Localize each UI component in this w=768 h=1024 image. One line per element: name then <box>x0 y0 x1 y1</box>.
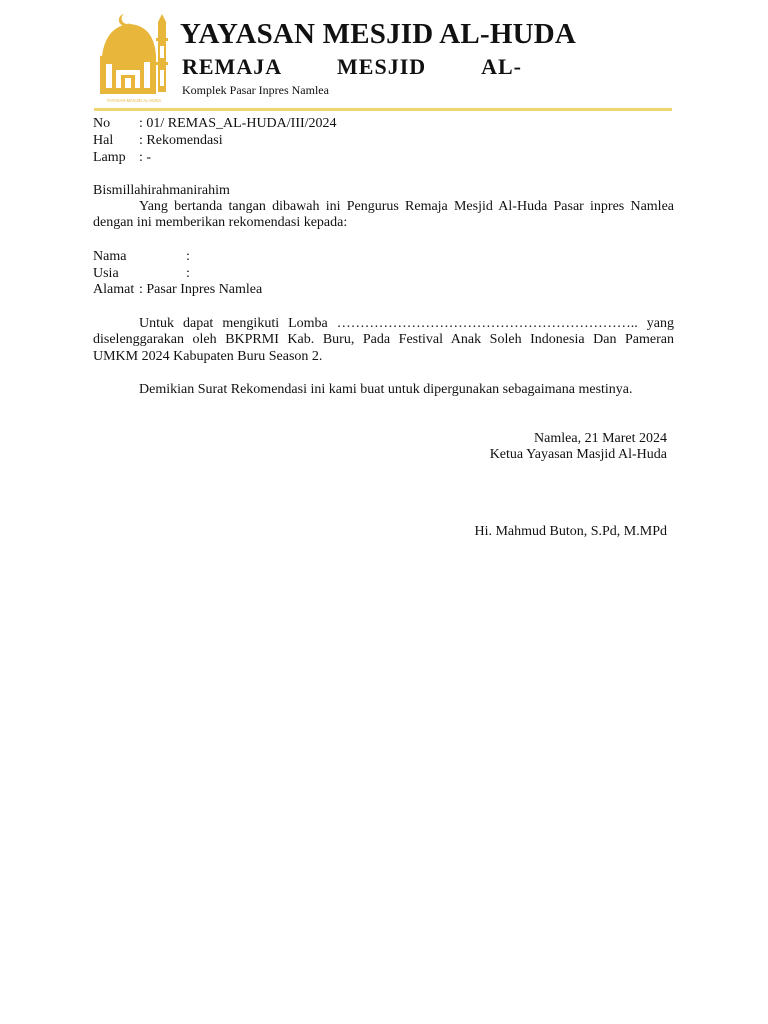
purpose-line: diselenggarakan oleh BKPRMI Kab. Buru, Pada Festival Anak Soleh Indonesia Dan Pameran <box>93 332 674 347</box>
letter-attachment: : - <box>139 150 152 165</box>
mosque-logo-icon <box>96 12 172 104</box>
letter-subject-row <box>93 133 223 150</box>
letter-number: : 01/ REMAS_AL-HUDA/III/2024 <box>139 116 337 131</box>
purpose-line: Untuk dapat mengikuti Lomba ……………………………………………………….. yang <box>139 316 674 331</box>
recipient-name-row <box>93 249 190 266</box>
signatory-position: Ketua Yayasan Masjid Al-Huda <box>489 447 667 462</box>
logo-caption: YAYASAN MASJID AL-HUDA <box>106 98 162 103</box>
recipient-name: : <box>186 249 190 264</box>
subtitle-word: AL- <box>481 54 522 79</box>
subtitle-word: REMAJA <box>182 54 283 79</box>
letter-subject: : Rekomendasi <box>139 133 223 148</box>
label: Nama <box>93 249 127 264</box>
organization-title: YAYASAN MESJID AL-HUDA <box>180 18 576 50</box>
recipient-address-row <box>93 282 263 299</box>
subtitle-word: MESJID <box>337 54 427 79</box>
label: Hal <box>93 133 114 148</box>
greeting: Bismillahirahmanirahim <box>93 183 230 198</box>
label: No <box>93 116 111 131</box>
recipient-age-row <box>93 266 190 283</box>
closing-statement: Demikian Surat Rekomendasi ini kami buat untuk dipergunakan sebagaimana mestinya. <box>139 382 633 397</box>
intro-line: Yang bertanda tangan dibawah ini Pengurus Remaja Mesjid Al-Huda Pasar inpres Namlea <box>139 199 674 214</box>
organization-address: Komplek Pasar Inpres Namlea <box>182 83 329 97</box>
purpose-line: UMKM 2024 Kabupaten Buru Season 2. <box>93 349 323 364</box>
label: Usia <box>93 266 119 281</box>
intro-line: dengan ini memberikan rekomendasi kepada: <box>93 215 348 230</box>
recipient-address: : Pasar Inpres Namlea <box>139 282 263 297</box>
signatory-name: Hi. Mahmud Buton, S.Pd, M.MPd <box>474 524 667 539</box>
label: Alamat <box>93 282 135 297</box>
letter-number-row <box>93 116 337 133</box>
place-date: Namlea, 21 Maret 2024 <box>534 431 667 446</box>
recipient-age: : <box>186 266 190 281</box>
letter-attachment-row <box>93 150 152 167</box>
header-divider <box>94 108 672 111</box>
organization-subtitle <box>182 54 522 80</box>
label: Lamp <box>93 150 126 165</box>
